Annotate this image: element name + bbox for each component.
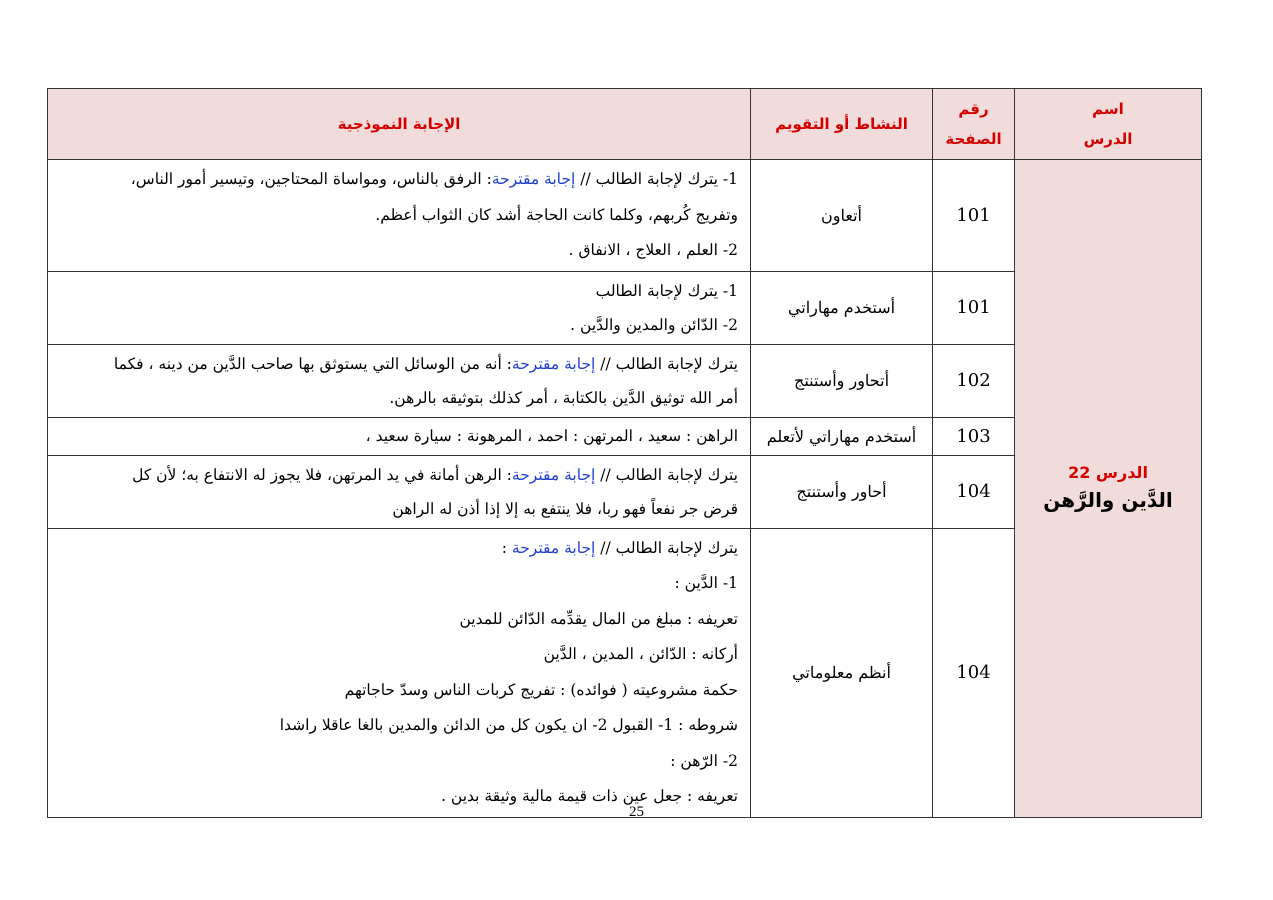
answer-line: وتفريج كُربهم، وكلما كانت الحاجة أشد كان الثواب أعظم.	[375, 205, 738, 224]
header-answer: الإجابة النموذجية	[48, 89, 751, 160]
page-cell: 101	[933, 160, 1015, 272]
answer-cell	[48, 417, 751, 455]
answer-cell	[48, 344, 751, 417]
page-cell: 104	[933, 528, 1015, 817]
answer-cell	[48, 271, 751, 344]
page-cell: 104	[933, 455, 1015, 528]
table-header-row	[48, 89, 1202, 160]
answer-text: 1- يترك لإجابة الطالب //	[575, 170, 738, 188]
page-cell: 101	[933, 271, 1015, 344]
answer-text: : الرفق بالناس، ومواساة المحتاجين، وتيسير أمور الناس،	[130, 170, 492, 188]
page-number: 25	[629, 804, 644, 820]
answer-line: قرض جر نفعاً فهو ربا، فلا ينتفع به إلا إذا أذن له الراهن	[392, 499, 738, 518]
lesson-table	[47, 88, 1202, 818]
page-cell: 102	[933, 344, 1015, 417]
activity-cell: أستخدم مهاراتي لأتعلم	[751, 417, 933, 455]
answer-line: تعريفه : جعل عين ذات قيمة مالية وثيقة بدين .	[441, 787, 738, 805]
header-lesson-name-line2: الدرس	[1083, 130, 1133, 148]
suggested-answer-label: إجابة مقترحة	[511, 354, 596, 373]
activity-cell: أتعاون	[751, 160, 933, 272]
answer-line: 2- الدّائن والمدين والدَّين .	[570, 315, 738, 334]
answer-line	[60, 347, 738, 381]
answer-cell	[48, 528, 751, 817]
answer-line: حكمة مشروعيته ( فوائده) : تفريج كربات الناس وسدّ حاجاتهم	[344, 680, 738, 699]
suggested-answer-label: إجابة مقترحة	[511, 465, 596, 484]
answer-text: : أنه من الوسائل التي يستوثق بها صاحب الدَّين من دينه ، فكما	[113, 354, 512, 373]
answer-text: يترك لإجابة الطالب //	[595, 538, 738, 557]
lesson-cell	[1015, 160, 1202, 818]
activity-cell: أتحاور وأستنتج	[751, 344, 933, 417]
header-page-line1: رقم	[958, 100, 989, 118]
header-activity: النشاط أو التقويم	[751, 89, 933, 160]
header-lesson-name	[1015, 89, 1202, 160]
suggested-answer-label: إجابة مقترحة	[511, 538, 596, 557]
page-cell: 103	[933, 417, 1015, 455]
answer-line: 1- يترك لإجابة الطالب	[595, 281, 738, 300]
lesson-title: الدَّين والرَّهن	[1043, 488, 1173, 513]
answer-cell	[48, 160, 751, 272]
answer-line: تعريفه : مبلغ من المال يقدِّمه الدّائن للمدين	[459, 609, 738, 628]
activity-cell: أنظم معلوماتي	[751, 528, 933, 817]
header-page-number	[933, 89, 1015, 160]
answer-line: شروطه : 1- القبول 2- ان يكون كل من الدائن والمدين بالغا عاقلا راشدا	[279, 716, 738, 734]
activity-cell: أحاور وأستنتج	[751, 455, 933, 528]
answer-line	[60, 162, 738, 198]
answer-line: أمر الله توثيق الدَّين بالكتابة ، أمر كذلك بتوثيقه بالرهن.	[389, 388, 738, 407]
answer-text: يترك لإجابة الطالب //	[595, 465, 738, 484]
answer-line: 2- العلم ، العلاج ، الانفاق .	[568, 241, 738, 259]
header-lesson-name-line1: اسم	[1092, 100, 1124, 118]
activity-cell: أستخدم مهاراتي	[751, 271, 933, 344]
answer-text: يترك لإجابة الطالب //	[595, 354, 738, 373]
answer-line: 1- الدَّين :	[674, 574, 738, 592]
answer-line: الراهن : سعيد ، المرتهن : احمد ، المرهونة : سيارة سعيد ،	[365, 426, 738, 445]
table-row	[48, 160, 1202, 272]
answer-line: 2- الرّهن :	[670, 751, 738, 770]
answer-line	[60, 531, 738, 567]
lesson-number: الدرس 22	[1068, 463, 1148, 483]
answer-line: أركانه : الدّائن ، المدين ، الدَّين	[543, 645, 738, 663]
answer-line	[60, 458, 738, 492]
answer-text: :	[501, 538, 512, 557]
answer-text: : الرهن أمانة في يد المرتهن، فلا يجوز له الانتفاع به؛ لأن كل	[132, 465, 512, 484]
header-page-line2: الصفحة	[945, 130, 1002, 148]
suggested-answer-label: إجابة مقترحة	[491, 170, 576, 188]
answer-cell	[48, 455, 751, 528]
